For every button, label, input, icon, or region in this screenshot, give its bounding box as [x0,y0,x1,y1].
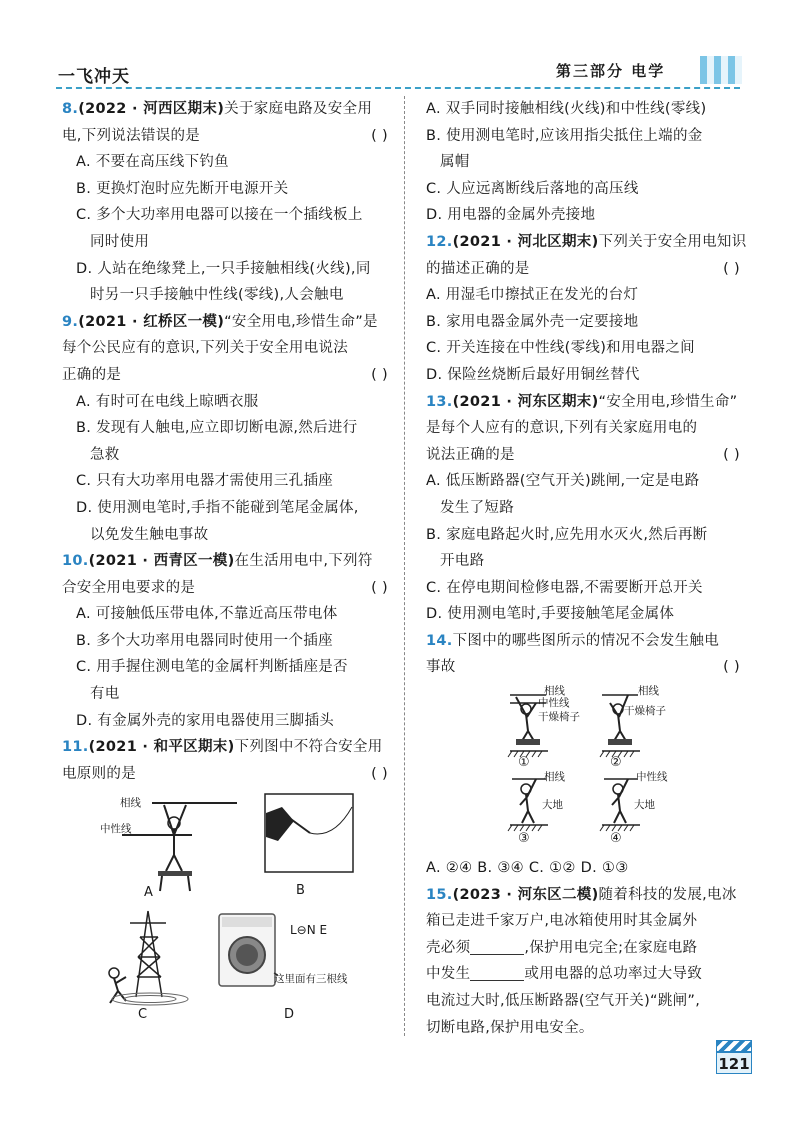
question-10-line1: 10.(2021 · 西青区一模)在生活用电中,下列符 [62,553,373,570]
question-15-line1: 15.(2023 · 河东区二模)随着科技的发展,电冰 [426,886,737,903]
answer-paren: ( ) [723,446,740,463]
option-a: A. 低压断路器(空气开关)跳闸,一定是电路 [426,473,700,490]
figure-d-caption: D [284,1007,295,1023]
option-a: A. 可接触低压带电体,不靠近高压带电体 [76,606,338,623]
question-11-figures [62,787,394,1037]
option-b: B. 家用电器金属外壳一定要接地 [426,313,639,330]
page-number-stripe [716,1040,752,1052]
option-c-cont: 同时使用 [90,233,150,250]
option-b: B. 更换灯泡时应先断开电源开关 [76,180,289,197]
option-b: B. 发现有人触电,应立即切断电源,然后进行 [76,420,358,437]
option-d: D. 人站在绝缘凳上,一只手接触相线(火线),同 [76,260,371,277]
option-d: D. 使用测电笔时,手要接触笔尾金属体 [426,606,675,623]
figure-4-neutral-label: 中性线 [636,771,668,784]
question-number: 14. [426,632,453,649]
option-d: D. 用电器的金属外壳接地 [426,207,596,224]
option-c: C. 用手握住测电笔的金属杆判断插座是否 [76,659,348,676]
page-number-badge [716,1040,752,1076]
option-c: C. 开关连接在中性线(零线)和用电器之间 [426,340,695,357]
figure-3-person-on-ground [506,775,576,835]
option-d: D. 有金属外壳的家用电器使用三脚插头 [76,712,335,729]
question-12-line1: 12.(2021 · 河北区期末)下列关于安全用电知识 [426,233,747,250]
option-b-cont: 属帽 [440,154,470,171]
figure-d-plug-label: L⊖N E [290,923,328,938]
figure-1-live-label: 相线 [544,685,565,698]
question-14-line2: 事故 ( ) [426,654,746,681]
question-8-line1: 8.(2022 · 河西区期末)关于家庭电路及安全用 [62,101,373,117]
answer-paren: ( ) [371,579,388,596]
question-source: (2021 · 和平区期末) [88,739,235,756]
answer-blank-1[interactable] [470,937,524,955]
question-15-line4: 中发生 或用电器的总功率过大导致 [426,961,746,988]
option-b: B. 多个大功率用电器同时使用一个插座 [76,632,333,649]
question-9-line2: 每个公民应有的意识,下列关于安全用电说法 [62,340,349,357]
question-number: 10. [62,553,89,570]
question-source: (2022 · 河西区期末) [78,101,225,117]
option-c: C. 在停电期间检修电器,不需要断开总开关 [426,579,703,596]
question-source: (2021 · 河北区期末) [452,233,599,250]
checker-decoration [700,56,742,84]
question-number: 8. [62,101,79,117]
question-11-line2: 电原则的是 ( ) [62,761,394,788]
option-d: D. 保险丝烧断后最好用铜丝替代 [426,366,640,383]
question-number: 12. [426,233,453,250]
answer-blank-2[interactable] [470,963,524,981]
figure-1-number: ① [518,755,530,771]
left-column [62,96,394,1037]
answer-paren: ( ) [371,127,388,144]
option-b: B. 家庭电路起火时,应先用水灭火,然后再断 [426,526,708,543]
question-13-line3: 说法正确的是 ( ) [426,442,746,469]
option-d-cont: 以免发生触电事故 [90,526,209,543]
question-15-line2: 箱已走进千家万户,电冰箱使用时其金属外 [426,913,698,930]
question-15-line3: 壳必须 ,保护用电完全;在家庭电路 [426,935,746,962]
section-title: 第三部分 电学 [556,62,666,80]
option-b: B. 使用测电笔时,应该用指尖抵住上端的金 [426,127,703,144]
figure-4-number: ④ [610,831,622,847]
figure-4-ground-label: 大地 [634,799,655,812]
answer-paren: ( ) [371,366,388,383]
question-15-line6: 切断电路,保护用电安全。 [426,1019,594,1036]
answer-paren: ( ) [723,260,740,277]
brand-logo: 一飞冲天 [58,67,130,87]
question-number: 11. [62,739,89,756]
answer-paren: ( ) [371,765,388,782]
figure-c-broken-wire-tower [100,907,190,1007]
option-a: A. 不要在高压线下钓鱼 [76,154,229,171]
question-15-line5: 电流过大时,低压断路器(空气开关)“跳闸”, [426,993,701,1010]
figure-2-chair-label: 干燥椅子 [624,705,666,718]
question-source: (2021 · 红桥区一模) [78,313,225,330]
option-a-cont: 发生了短路 [440,499,514,516]
option-a: A. 有时可在电线上晾晒衣服 [76,393,259,410]
figure-a-caption: A [144,885,153,901]
page-header [0,0,800,100]
option-c: C. 多个大功率用电器可以接在一个插线板上 [76,207,363,224]
question-14-options: A. ②④ B. ③④ C. ①② D. ①③ [426,860,629,877]
figure-a-live-label: 相线 [120,797,141,810]
figure-1-chair-label: 干燥椅子 [538,711,580,724]
question-11-line1: 11.(2021 · 和平区期末)下列图中不符合安全用 [62,739,383,756]
figure-3-live-label: 相线 [544,771,565,784]
figure-a-neutral-label: 中性线 [100,823,132,836]
figure-b-tester-in-socket [264,793,354,873]
figure-b-caption: B [296,883,305,899]
option-c: C. 人应远离断线后落地的高压线 [426,180,639,197]
question-number: 9. [62,313,79,330]
option-a: A. 用湿毛巾擦拭正在发光的台灯 [426,287,639,304]
option-c-cont: 有电 [90,686,120,703]
option-d-cont: 时另一只手接触中性线(零线),人会触电 [90,287,344,304]
option-a: A. 双手同时接触相线(火线)和中性线(零线) [426,101,707,117]
header-divider [56,87,740,89]
figure-c-caption: C [138,1007,148,1023]
figure-3-ground-label: 大地 [542,799,563,812]
figure-1-neutral-label: 中性线 [538,697,570,710]
page-number: 121 [716,1052,752,1074]
question-source: (2023 · 河东区二模) [452,886,599,903]
question-13-line1: 13.(2021 · 河东区期末)“安全用电,珍惜生命” [426,393,738,410]
column-divider [404,96,405,1036]
question-12-line2: 的描述正确的是 ( ) [426,256,746,283]
option-d: D. 使用测电笔时,手指不能碰到笔尾金属体, [76,499,359,516]
option-c: C. 只有大功率用电器才需使用三孔插座 [76,473,334,490]
question-number: 13. [426,393,453,410]
figure-2-number: ② [610,755,622,771]
right-column [426,96,746,1041]
question-8-line2: 电,下列说法错误的是 ( ) [62,123,394,150]
figure-d-note: 这里面有三根线 [274,973,348,986]
figure-d-washing-machine [218,913,278,989]
question-13-line2: 是每个人应有的意识,下列有关家庭用电的 [426,420,698,437]
question-9-line1: 9.(2021 · 红桥区一模)“安全用电,珍惜生命”是 [62,313,378,330]
option-b-cont: 开电路 [440,553,485,570]
figure-2-person-on-chair [598,689,668,759]
question-9-line3: 正确的是 ( ) [62,362,394,389]
option-b-cont: 急救 [90,446,120,463]
answer-paren: ( ) [723,659,740,676]
figure-2-live-label: 相线 [638,685,659,698]
question-number: 15. [426,886,453,903]
question-source: (2021 · 西青区一模) [88,553,235,570]
question-14-line1: 14.下图中的哪些图所示的情况不会发生触电 [426,632,719,649]
question-10-line2: 合安全用电要求的是 ( ) [62,575,394,602]
question-source: (2021 · 河东区期末) [452,393,599,410]
figure-3-number: ③ [518,831,530,847]
figure-4-person-on-ground [598,775,668,835]
question-14-figures [426,681,746,855]
